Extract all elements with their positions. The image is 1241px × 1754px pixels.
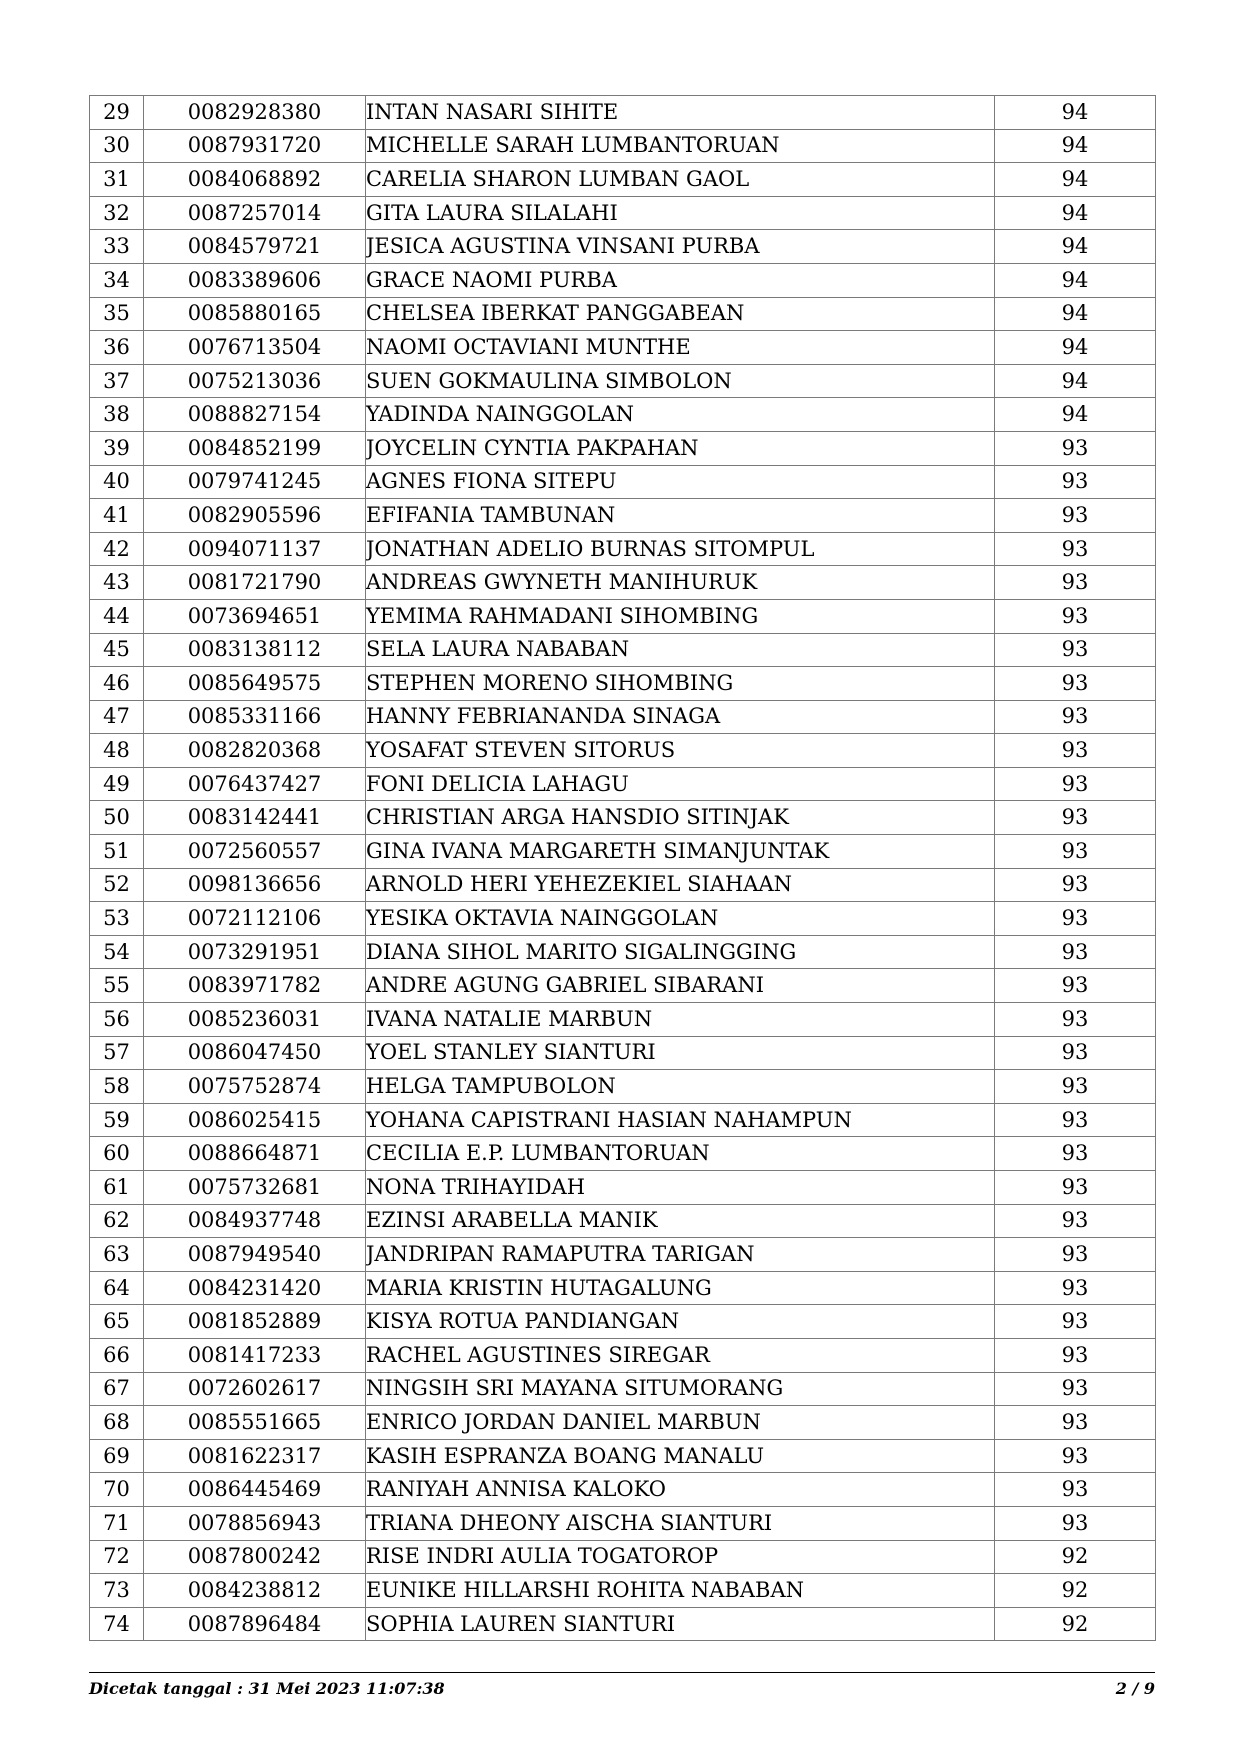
row-number-cell: 55 bbox=[90, 969, 144, 1003]
score-cell: 93 bbox=[995, 532, 1156, 566]
row-number-cell: 69 bbox=[90, 1439, 144, 1473]
student-name-cell: EZINSI ARABELLA MANIK bbox=[366, 1204, 995, 1238]
row-number-cell: 60 bbox=[90, 1137, 144, 1171]
student-name-cell: ARNOLD HERI YEHEZEKIEL SIAHAAN bbox=[366, 868, 995, 902]
table-row bbox=[90, 1607, 1156, 1641]
table-row bbox=[90, 1574, 1156, 1608]
score-cell: 94 bbox=[995, 398, 1156, 432]
table-row bbox=[90, 1406, 1156, 1440]
student-name-cell: YOHANA CAPISTRANI HASIAN NAHAMPUN bbox=[366, 1103, 995, 1137]
student-id-cell: 0087931720 bbox=[144, 129, 366, 163]
row-number-cell: 44 bbox=[90, 599, 144, 633]
score-cell: 94 bbox=[995, 196, 1156, 230]
student-id-cell: 0083971782 bbox=[144, 969, 366, 1003]
score-cell: 93 bbox=[995, 667, 1156, 701]
table-row bbox=[90, 230, 1156, 264]
row-number-cell: 68 bbox=[90, 1406, 144, 1440]
student-name-cell: RACHEL AGUSTINES SIREGAR bbox=[366, 1338, 995, 1372]
student-id-cell: 0086047450 bbox=[144, 1036, 366, 1070]
table-row bbox=[90, 734, 1156, 768]
student-id-cell: 0084068892 bbox=[144, 163, 366, 197]
student-name-cell: ENRICO JORDAN DANIEL MARBUN bbox=[366, 1406, 995, 1440]
student-id-cell: 0084231420 bbox=[144, 1271, 366, 1305]
row-number-cell: 35 bbox=[90, 297, 144, 331]
student-id-cell: 0084852199 bbox=[144, 431, 366, 465]
row-number-cell: 34 bbox=[90, 263, 144, 297]
row-number-cell: 36 bbox=[90, 331, 144, 365]
table-row bbox=[90, 364, 1156, 398]
student-id-cell: 0086445469 bbox=[144, 1473, 366, 1507]
student-id-cell: 0087800242 bbox=[144, 1540, 366, 1574]
row-number-cell: 67 bbox=[90, 1372, 144, 1406]
student-id-cell: 0072602617 bbox=[144, 1372, 366, 1406]
table-row bbox=[90, 129, 1156, 163]
score-cell: 94 bbox=[995, 331, 1156, 365]
table-row bbox=[90, 1171, 1156, 1205]
student-id-cell: 0072112106 bbox=[144, 902, 366, 936]
score-cell: 93 bbox=[995, 969, 1156, 1003]
row-number-cell: 49 bbox=[90, 767, 144, 801]
row-number-cell: 52 bbox=[90, 868, 144, 902]
student-name-cell: SOPHIA LAUREN SIANTURI bbox=[366, 1607, 995, 1641]
student-name-cell: YADINDA NAINGGOLAN bbox=[366, 398, 995, 432]
score-cell: 93 bbox=[995, 902, 1156, 936]
footer-divider bbox=[89, 1672, 1155, 1673]
score-cell: 93 bbox=[995, 1238, 1156, 1272]
row-number-cell: 58 bbox=[90, 1070, 144, 1104]
student-id-cell: 0078856943 bbox=[144, 1506, 366, 1540]
row-number-cell: 59 bbox=[90, 1103, 144, 1137]
score-cell: 93 bbox=[995, 801, 1156, 835]
score-cell: 93 bbox=[995, 499, 1156, 533]
score-cell: 92 bbox=[995, 1574, 1156, 1608]
table-row bbox=[90, 1372, 1156, 1406]
student-id-cell: 0083142441 bbox=[144, 801, 366, 835]
table-row bbox=[90, 633, 1156, 667]
student-id-cell: 0083389606 bbox=[144, 263, 366, 297]
student-name-cell: GINA IVANA MARGARETH SIMANJUNTAK bbox=[366, 835, 995, 869]
row-number-cell: 41 bbox=[90, 499, 144, 533]
student-id-cell: 0083138112 bbox=[144, 633, 366, 667]
score-cell: 93 bbox=[995, 1171, 1156, 1205]
table-row bbox=[90, 1204, 1156, 1238]
score-cell: 93 bbox=[995, 1338, 1156, 1372]
score-cell: 93 bbox=[995, 633, 1156, 667]
score-cell: 93 bbox=[995, 1506, 1156, 1540]
student-id-cell: 0072560557 bbox=[144, 835, 366, 869]
student-name-cell: YESIKA OKTAVIA NAINGGOLAN bbox=[366, 902, 995, 936]
score-cell: 93 bbox=[995, 1103, 1156, 1137]
table-row bbox=[90, 1506, 1156, 1540]
score-cell: 94 bbox=[995, 230, 1156, 264]
student-name-cell: IVANA NATALIE MARBUN bbox=[366, 1003, 995, 1037]
student-id-cell: 0082905596 bbox=[144, 499, 366, 533]
student-id-cell: 0085551665 bbox=[144, 1406, 366, 1440]
table-row bbox=[90, 969, 1156, 1003]
row-number-cell: 51 bbox=[90, 835, 144, 869]
row-number-cell: 30 bbox=[90, 129, 144, 163]
footer-print-date: Dicetak tanggal : 31 Mei 2023 11:07:38 bbox=[89, 1679, 445, 1698]
table-row bbox=[90, 297, 1156, 331]
score-cell: 93 bbox=[995, 465, 1156, 499]
student-name-cell: CHELSEA IBERKAT PANGGABEAN bbox=[366, 297, 995, 331]
row-number-cell: 43 bbox=[90, 566, 144, 600]
score-cell: 94 bbox=[995, 364, 1156, 398]
student-name-cell: NINGSIH SRI MAYANA SITUMORANG bbox=[366, 1372, 995, 1406]
student-id-cell: 0081622317 bbox=[144, 1439, 366, 1473]
row-number-cell: 65 bbox=[90, 1305, 144, 1339]
student-name-cell: KASIH ESPRANZA BOANG MANALU bbox=[366, 1439, 995, 1473]
student-id-cell: 0087257014 bbox=[144, 196, 366, 230]
student-id-cell: 0084579721 bbox=[144, 230, 366, 264]
row-number-cell: 39 bbox=[90, 431, 144, 465]
row-number-cell: 38 bbox=[90, 398, 144, 432]
table-row bbox=[90, 431, 1156, 465]
score-cell: 93 bbox=[995, 700, 1156, 734]
student-id-cell: 0081852889 bbox=[144, 1305, 366, 1339]
row-number-cell: 50 bbox=[90, 801, 144, 835]
row-number-cell: 63 bbox=[90, 1238, 144, 1272]
student-id-cell: 0075213036 bbox=[144, 364, 366, 398]
student-name-cell: STEPHEN MORENO SIHOMBING bbox=[366, 667, 995, 701]
student-name-cell: JOYCELIN CYNTIA PAKPAHAN bbox=[366, 431, 995, 465]
student-name-cell: NONA TRIHAYIDAH bbox=[366, 1171, 995, 1205]
student-id-cell: 0098136656 bbox=[144, 868, 366, 902]
row-number-cell: 45 bbox=[90, 633, 144, 667]
student-name-cell: JESICA AGUSTINA VINSANI PURBA bbox=[366, 230, 995, 264]
score-cell: 93 bbox=[995, 835, 1156, 869]
table-row bbox=[90, 667, 1156, 701]
student-name-cell: MICHELLE SARAH LUMBANTORUAN bbox=[366, 129, 995, 163]
row-number-cell: 29 bbox=[90, 96, 144, 130]
row-number-cell: 57 bbox=[90, 1036, 144, 1070]
table-row bbox=[90, 263, 1156, 297]
table-row bbox=[90, 499, 1156, 533]
footer-page-number: 2 / 9 bbox=[1115, 1679, 1155, 1698]
table-row bbox=[90, 1003, 1156, 1037]
table-row bbox=[90, 1271, 1156, 1305]
student-name-cell: ANDRE AGUNG GABRIEL SIBARANI bbox=[366, 969, 995, 1003]
row-number-cell: 33 bbox=[90, 230, 144, 264]
score-cell: 94 bbox=[995, 163, 1156, 197]
student-id-cell: 0073291951 bbox=[144, 935, 366, 969]
student-id-cell: 0081721790 bbox=[144, 566, 366, 600]
student-name-cell: CARELIA SHARON LUMBAN GAOL bbox=[366, 163, 995, 197]
row-number-cell: 62 bbox=[90, 1204, 144, 1238]
score-cell: 93 bbox=[995, 1406, 1156, 1440]
score-cell: 93 bbox=[995, 1003, 1156, 1037]
student-name-cell: EUNIKE HILLARSHI ROHITA NABABAN bbox=[366, 1574, 995, 1608]
student-name-cell: CHRISTIAN ARGA HANSDIO SITINJAK bbox=[366, 801, 995, 835]
table-row bbox=[90, 465, 1156, 499]
score-cell: 93 bbox=[995, 868, 1156, 902]
student-id-cell: 0076437427 bbox=[144, 767, 366, 801]
score-cell: 93 bbox=[995, 767, 1156, 801]
student-id-cell: 0082928380 bbox=[144, 96, 366, 130]
score-cell: 92 bbox=[995, 1607, 1156, 1641]
student-name-cell: NAOMI OCTAVIANI MUNTHE bbox=[366, 331, 995, 365]
student-id-cell: 0085649575 bbox=[144, 667, 366, 701]
student-id-cell: 0085880165 bbox=[144, 297, 366, 331]
row-number-cell: 72 bbox=[90, 1540, 144, 1574]
student-id-cell: 0084937748 bbox=[144, 1204, 366, 1238]
table-row bbox=[90, 1036, 1156, 1070]
table-row bbox=[90, 196, 1156, 230]
student-id-cell: 0085236031 bbox=[144, 1003, 366, 1037]
score-cell: 93 bbox=[995, 1372, 1156, 1406]
row-number-cell: 74 bbox=[90, 1607, 144, 1641]
score-cell: 93 bbox=[995, 1439, 1156, 1473]
student-name-cell: FONI DELICIA LAHAGU bbox=[366, 767, 995, 801]
table-row bbox=[90, 1103, 1156, 1137]
table-row bbox=[90, 935, 1156, 969]
table-row bbox=[90, 1238, 1156, 1272]
student-name-cell: YEMIMA RAHMADANI SIHOMBING bbox=[366, 599, 995, 633]
student-name-cell: MARIA KRISTIN HUTAGALUNG bbox=[366, 1271, 995, 1305]
table-row bbox=[90, 801, 1156, 835]
student-name-cell: SELA LAURA NABABAN bbox=[366, 633, 995, 667]
row-number-cell: 64 bbox=[90, 1271, 144, 1305]
student-id-cell: 0088664871 bbox=[144, 1137, 366, 1171]
row-number-cell: 47 bbox=[90, 700, 144, 734]
student-name-cell: RISE INDRI AULIA TOGATOROP bbox=[366, 1540, 995, 1574]
score-cell: 93 bbox=[995, 935, 1156, 969]
student-id-cell: 0087896484 bbox=[144, 1607, 366, 1641]
score-cell: 93 bbox=[995, 734, 1156, 768]
row-number-cell: 71 bbox=[90, 1506, 144, 1540]
student-name-cell: HELGA TAMPUBOLON bbox=[366, 1070, 995, 1104]
score-cell: 93 bbox=[995, 1204, 1156, 1238]
student-name-cell: DIANA SIHOL MARITO SIGALINGGING bbox=[366, 935, 995, 969]
score-cell: 93 bbox=[995, 1070, 1156, 1104]
table-row bbox=[90, 96, 1156, 130]
student-id-cell: 0088827154 bbox=[144, 398, 366, 432]
student-id-cell: 0094071137 bbox=[144, 532, 366, 566]
score-cell: 93 bbox=[995, 431, 1156, 465]
score-cell: 93 bbox=[995, 1137, 1156, 1171]
student-name-cell: AGNES FIONA SITEPU bbox=[366, 465, 995, 499]
student-name-cell: JONATHAN ADELIO BURNAS SITOMPUL bbox=[366, 532, 995, 566]
student-name-cell: JANDRIPAN RAMAPUTRA TARIGAN bbox=[366, 1238, 995, 1272]
table-row bbox=[90, 1473, 1156, 1507]
student-id-cell: 0081417233 bbox=[144, 1338, 366, 1372]
score-cell: 92 bbox=[995, 1540, 1156, 1574]
results-table-body bbox=[90, 96, 1156, 1641]
student-id-cell: 0073694651 bbox=[144, 599, 366, 633]
table-row bbox=[90, 1137, 1156, 1171]
student-id-cell: 0082820368 bbox=[144, 734, 366, 768]
table-row bbox=[90, 835, 1156, 869]
student-name-cell: YOSAFAT STEVEN SITORUS bbox=[366, 734, 995, 768]
row-number-cell: 66 bbox=[90, 1338, 144, 1372]
student-name-cell: GRACE NAOMI PURBA bbox=[366, 263, 995, 297]
row-number-cell: 37 bbox=[90, 364, 144, 398]
score-cell: 94 bbox=[995, 297, 1156, 331]
score-cell: 93 bbox=[995, 1036, 1156, 1070]
table-row bbox=[90, 398, 1156, 432]
table-row bbox=[90, 700, 1156, 734]
student-name-cell: ANDREAS GWYNETH MANIHURUK bbox=[366, 566, 995, 600]
score-cell: 94 bbox=[995, 96, 1156, 130]
student-name-cell: CECILIA E.P. LUMBANTORUAN bbox=[366, 1137, 995, 1171]
score-cell: 93 bbox=[995, 1473, 1156, 1507]
table-row bbox=[90, 532, 1156, 566]
student-name-cell: RANIYAH ANNISA KALOKO bbox=[366, 1473, 995, 1507]
table-row bbox=[90, 331, 1156, 365]
student-id-cell: 0075752874 bbox=[144, 1070, 366, 1104]
student-name-cell: TRIANA DHEONY AISCHA SIANTURI bbox=[366, 1506, 995, 1540]
student-id-cell: 0079741245 bbox=[144, 465, 366, 499]
table-row bbox=[90, 566, 1156, 600]
row-number-cell: 40 bbox=[90, 465, 144, 499]
student-id-cell: 0086025415 bbox=[144, 1103, 366, 1137]
table-row bbox=[90, 902, 1156, 936]
score-cell: 93 bbox=[995, 566, 1156, 600]
table-row bbox=[90, 1338, 1156, 1372]
table-row bbox=[90, 1540, 1156, 1574]
table-row bbox=[90, 1439, 1156, 1473]
student-id-cell: 0085331166 bbox=[144, 700, 366, 734]
student-name-cell: INTAN NASARI SIHITE bbox=[366, 96, 995, 130]
table-row bbox=[90, 163, 1156, 197]
row-number-cell: 46 bbox=[90, 667, 144, 701]
student-name-cell: SUEN GOKMAULINA SIMBOLON bbox=[366, 364, 995, 398]
row-number-cell: 42 bbox=[90, 532, 144, 566]
score-cell: 93 bbox=[995, 1305, 1156, 1339]
student-name-cell: HANNY FEBRIANANDA SINAGA bbox=[366, 700, 995, 734]
table-row bbox=[90, 868, 1156, 902]
row-number-cell: 56 bbox=[90, 1003, 144, 1037]
results-table bbox=[89, 95, 1156, 1641]
table-row bbox=[90, 599, 1156, 633]
row-number-cell: 70 bbox=[90, 1473, 144, 1507]
row-number-cell: 53 bbox=[90, 902, 144, 936]
score-cell: 94 bbox=[995, 129, 1156, 163]
student-name-cell: GITA LAURA SILALAHI bbox=[366, 196, 995, 230]
score-cell: 94 bbox=[995, 263, 1156, 297]
student-id-cell: 0075732681 bbox=[144, 1171, 366, 1205]
row-number-cell: 61 bbox=[90, 1171, 144, 1205]
student-id-cell: 0076713504 bbox=[144, 331, 366, 365]
row-number-cell: 54 bbox=[90, 935, 144, 969]
student-name-cell: EFIFANIA TAMBUNAN bbox=[366, 499, 995, 533]
table-row bbox=[90, 1070, 1156, 1104]
row-number-cell: 32 bbox=[90, 196, 144, 230]
student-name-cell: YOEL STANLEY SIANTURI bbox=[366, 1036, 995, 1070]
table-row bbox=[90, 1305, 1156, 1339]
table-row bbox=[90, 767, 1156, 801]
row-number-cell: 73 bbox=[90, 1574, 144, 1608]
score-cell: 93 bbox=[995, 599, 1156, 633]
row-number-cell: 48 bbox=[90, 734, 144, 768]
score-cell: 93 bbox=[995, 1271, 1156, 1305]
student-name-cell: KISYA ROTUA PANDIANGAN bbox=[366, 1305, 995, 1339]
student-id-cell: 0087949540 bbox=[144, 1238, 366, 1272]
student-id-cell: 0084238812 bbox=[144, 1574, 366, 1608]
row-number-cell: 31 bbox=[90, 163, 144, 197]
